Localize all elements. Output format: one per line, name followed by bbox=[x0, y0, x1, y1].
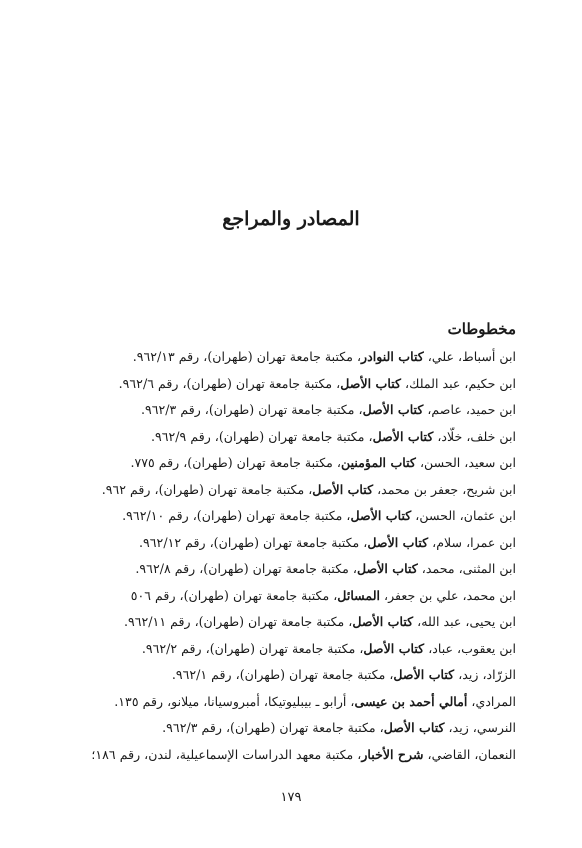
bibliography-entry bbox=[46, 636, 516, 663]
entry-author: ابن المثنى، محمد، bbox=[417, 561, 516, 576]
entry-work-title: كتاب الأصل bbox=[367, 534, 429, 550]
entry-details: ، مكتبة جامعة تهران (طهران)، رقم ٩٦٢/٣. bbox=[140, 402, 363, 417]
bibliography-entry bbox=[46, 689, 516, 716]
entry-work-title: كتاب الأصل bbox=[372, 428, 434, 444]
entry-details: ، مكتبة جامعة تهران (طهران)، رقم ٩٦٢/٩. bbox=[150, 428, 373, 444]
bibliography-entry bbox=[46, 424, 516, 451]
bibliography-entry bbox=[46, 530, 516, 557]
entry-details: ، مكتبة جامعة تهران (طهران)، رقم ٩٦٢/١١. bbox=[124, 614, 353, 629]
bibliography-entry bbox=[46, 397, 516, 424]
entry-details: ، مكتبة جامعة تهران (طهران)، رقم ٩٦٢/١٠. bbox=[122, 508, 351, 523]
entry-details: ، مكتبة جامعة تهران (طهران)، رقم ٩٦٢/٢. bbox=[141, 640, 364, 656]
entry-author: النعمان، القاضي، bbox=[423, 746, 516, 762]
entry-author: المرادي، bbox=[467, 693, 516, 709]
entry-author: ابن يعقوب، عباد، bbox=[424, 640, 516, 656]
entry-author: ابن حكيم، عبد الملك، bbox=[401, 375, 516, 391]
bibliography-entry bbox=[46, 477, 516, 504]
bibliography-entry bbox=[46, 450, 516, 477]
entry-work-title: كتاب الأصل bbox=[393, 667, 455, 682]
entry-details: ، مكتبة جامعة تهران (طهران)، رقم ٧٧٥. bbox=[130, 455, 341, 470]
entry-work-title: كتاب الأصل bbox=[340, 375, 402, 391]
entry-work-title: كتاب الأصل bbox=[352, 614, 414, 629]
entry-work-title: كتاب الأصل bbox=[362, 402, 424, 417]
entry-author: ابن عمرا، سلام، bbox=[428, 534, 516, 550]
entry-work-title: كتاب المؤمنين bbox=[341, 455, 416, 470]
entry-work-title: أمالي أحمد بن عيسى bbox=[354, 693, 468, 709]
entry-work-title: كتاب الأصل bbox=[356, 561, 418, 576]
entry-author: ابن عثمان، الحسن، bbox=[411, 508, 516, 523]
entry-details: ، مكتبة معهد الدراسات الإسماعيلية، لندن، رقم ١٨٦؛ bbox=[91, 746, 362, 762]
bibliography-entry bbox=[46, 503, 516, 530]
entry-details: ، مكتبة جامعة تهران (طهران)، رقم ٥٠٦ bbox=[130, 587, 338, 603]
entry-details: ، مكتبة جامعة تهران (طهران)، رقم ٩٦٢/١٢. bbox=[139, 534, 368, 550]
bibliography-entry bbox=[46, 371, 516, 398]
entry-author: الزرّاد، زيد، bbox=[454, 667, 516, 682]
bibliography-entry bbox=[46, 344, 516, 371]
entry-details: ، مكتبة جامعة تهران (طهران)، رقم ٩٦٢/٨. bbox=[135, 561, 357, 576]
bibliography-entry bbox=[46, 556, 516, 583]
entry-author: ابن سعيد، الحسن، bbox=[415, 455, 516, 470]
bibliography-entry bbox=[46, 583, 516, 610]
entry-author: ابن محمد، علي بن جعفر، bbox=[380, 587, 516, 603]
entry-details: ، مكتبة جامعة تهران (طهران)، رقم ٩٦٢/٦. bbox=[118, 375, 341, 391]
bibliography-entry bbox=[46, 662, 516, 689]
entry-details: ، مكتبة جامعة تهران (طهران)، رقم ٩٦٢/٣. bbox=[162, 720, 384, 735]
page-title: المصادر والمراجع bbox=[222, 208, 360, 230]
entry-author: ابن أسباط، علي، bbox=[423, 349, 516, 364]
entry-work-title: كتاب النوادر bbox=[361, 349, 424, 364]
entry-work-title: كتاب الأصل bbox=[363, 640, 425, 656]
entry-details: ، مكتبة جامعة تهران (طهران)، رقم ٩٦٢/١٣. bbox=[132, 349, 362, 364]
entry-work-title: كتاب الأصل bbox=[383, 720, 445, 735]
entry-details: ، مكتبة جامعة تهران (طهران)، رقم ٩٦٢/١. bbox=[171, 667, 394, 682]
entry-work-title: شرح الأخبار bbox=[361, 746, 424, 762]
bibliography-list bbox=[46, 344, 516, 768]
bibliography-entry bbox=[46, 715, 516, 742]
section-heading: مخطوطات bbox=[447, 320, 516, 338]
entry-work-title: المسائل bbox=[337, 587, 381, 603]
entry-author: ابن حميد، عاصم، bbox=[423, 402, 516, 417]
entry-work-title: كتاب الأصل bbox=[312, 481, 374, 497]
entry-work-title: كتاب الأصل bbox=[350, 508, 412, 523]
entry-author: ابن يحيى، عبد الله، bbox=[413, 614, 516, 629]
bibliography-entry bbox=[46, 609, 516, 636]
entry-details: ، أرابو ـ بيبليوتيكا، أمبروسيانا، ميلانو، رقم ١٣٥. bbox=[114, 693, 355, 709]
entry-author: النرسي، زيد، bbox=[444, 720, 516, 735]
entry-details: ، مكتبة جامعة تهران (طهران)، رقم ٩٦٢. bbox=[101, 481, 313, 497]
entry-author: ابن خلف، خلّاد، bbox=[433, 428, 516, 444]
entry-author: ابن شريح، جعفر بن محمد، bbox=[373, 481, 516, 497]
page-number: ١٧٩ bbox=[280, 790, 302, 805]
bibliography-entry bbox=[46, 742, 516, 769]
